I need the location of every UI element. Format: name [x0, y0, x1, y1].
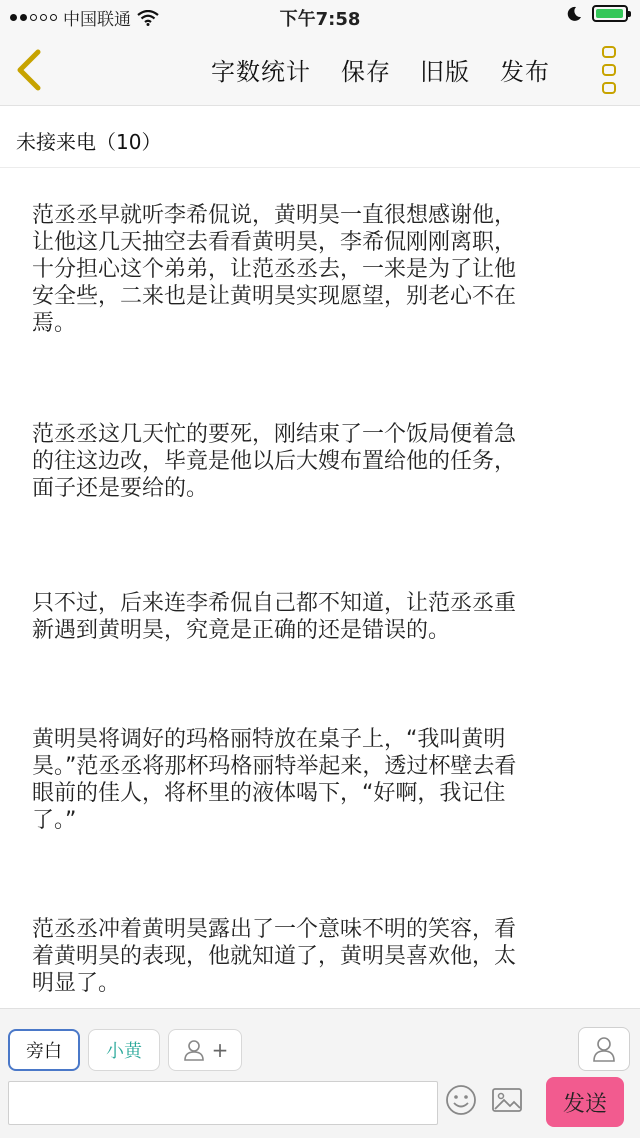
carrier-name: 中国联通: [63, 10, 131, 30]
paragraph-line: 面子还是要给的。: [32, 476, 209, 501]
emoji-button[interactable]: [444, 1083, 480, 1119]
chevron-left-icon: [10, 46, 54, 94]
save-button[interactable]: 保存: [341, 58, 391, 86]
status-bar: [0, 0, 640, 34]
smiley-icon: [444, 1083, 478, 1117]
paragraph[interactable]: [32, 916, 612, 997]
image-button[interactable]: [490, 1083, 526, 1119]
back-button[interactable]: [10, 46, 54, 94]
role-narration-button[interactable]: 旁白: [8, 1029, 80, 1071]
paragraph-line: 了。”: [32, 808, 77, 833]
add-person-icon: [182, 1038, 206, 1062]
paragraph-line: 黄明昊将调好的玛格丽特放在桌子上，“我叫黄明: [32, 727, 506, 752]
image-icon: [490, 1083, 524, 1117]
more-menu-button[interactable]: [598, 46, 620, 94]
moon-icon: [566, 6, 582, 22]
add-role-button[interactable]: [168, 1029, 242, 1071]
paragraph[interactable]: [32, 421, 612, 502]
publish-button[interactable]: 发布: [500, 58, 550, 86]
chapter-title-bar[interactable]: [0, 106, 640, 168]
paragraph-line: 的往这边改，毕竟是他以后大嫂布置给他的任务，: [32, 449, 517, 474]
editor-content[interactable]: [0, 168, 640, 1008]
editor-toolbar: [0, 34, 640, 106]
old-version-button[interactable]: 旧版: [420, 58, 470, 86]
status-right: [566, 5, 628, 22]
paragraph-line: 范丞丞冲着黄明昊露出了一个意味不明的笑容，看: [32, 917, 517, 942]
paragraph[interactable]: [32, 726, 612, 834]
paragraph[interactable]: [32, 590, 612, 644]
paragraph-line: 让他这几天抽空去看看黄明昊，李希侃刚刚离职，: [32, 230, 517, 255]
paragraph-line: 安全些，二来也是让黄明昊实现愿望，别老心不在: [32, 284, 517, 309]
chapter-title: 未接来电（10）: [16, 130, 162, 154]
paragraph[interactable]: [32, 202, 612, 337]
paragraph-line: 范丞丞早就听李希侃说，黄明昊一直很想感谢他，: [32, 203, 517, 228]
paragraph-line: 新遇到黄明昊，究竟是正确的还是错误的。: [32, 618, 451, 643]
person-icon: [591, 1035, 617, 1063]
paragraph-line: 十分担心这个弟弟，让范丞丞去，一来是为了让他: [32, 257, 517, 282]
dialogue-input-panel: [0, 1008, 640, 1138]
plus-sign: +: [211, 1038, 229, 1062]
paragraph-line: 范丞丞这几天忙的要死，刚结束了一个饭局便着急: [32, 422, 517, 447]
status-time: 下午7:58: [279, 9, 361, 30]
paragraph-line: 着黄明昊的表现，他就知道了，黄明昊喜欢他，太: [32, 944, 517, 969]
battery-icon: [592, 5, 628, 22]
paragraph-line: 只不过，后来连李希侃自己都不知道，让范丞丞重: [32, 591, 517, 616]
vertical-dots-icon: [602, 46, 616, 58]
role-xiaohuang-button[interactable]: 小黄: [88, 1029, 160, 1071]
paragraph-line: 眼前的佳人，将杯里的液体喝下，“好啊，我记住: [32, 781, 506, 806]
paragraph-line: 焉。: [32, 311, 77, 336]
paragraph-line: 明显了。: [32, 971, 121, 996]
paragraph-line: 昊。”范丞丞将那杯玛格丽特举起来，透过杯壁去看: [32, 754, 517, 779]
character-button[interactable]: [578, 1027, 630, 1071]
dialogue-input[interactable]: [8, 1081, 438, 1125]
word-count-button[interactable]: 字数统计: [211, 58, 311, 86]
battery-level: [596, 9, 623, 18]
send-button[interactable]: 发送: [546, 1077, 624, 1127]
